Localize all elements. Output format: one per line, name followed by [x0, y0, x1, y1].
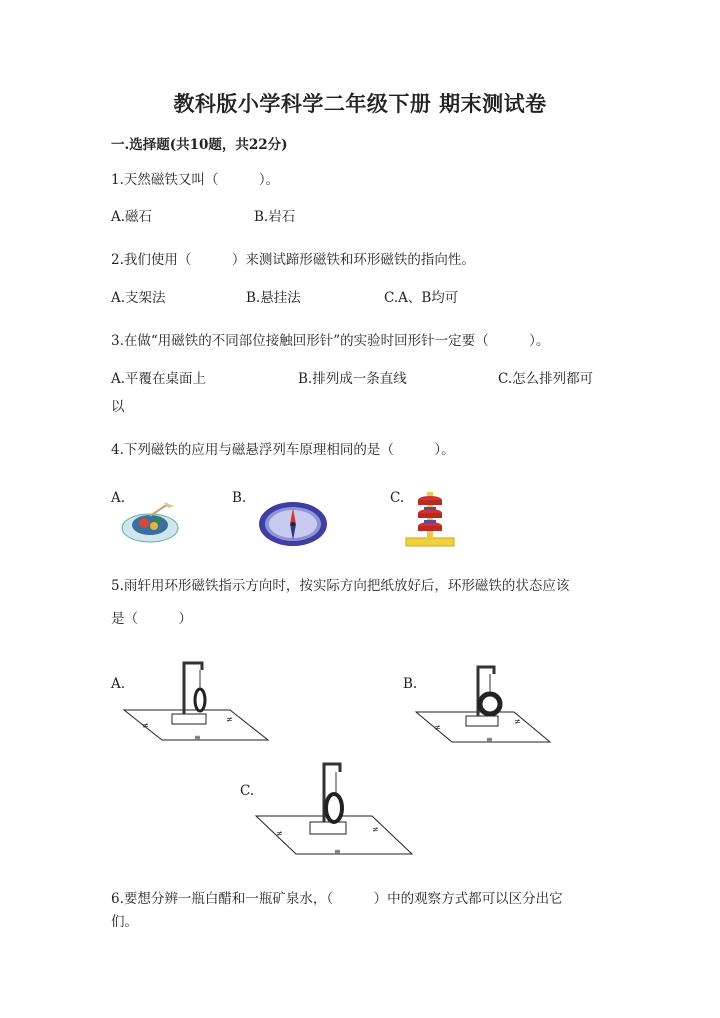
svg-text:≠: ≠ — [226, 715, 233, 724]
q2-option-c: C.A、B均可 — [384, 290, 459, 306]
svg-text:≠: ≠ — [142, 721, 149, 730]
question-6-line2: 们。 — [111, 914, 138, 930]
stand-diagram-b — [414, 664, 554, 746]
svg-text:≠: ≠ — [276, 829, 283, 838]
q1-option-a: A.磁石 — [111, 209, 153, 225]
svg-text:≡: ≡ — [334, 847, 341, 856]
question-6-line1: 6.要想分辨一瓶白醋和一瓶矿泉水，（ ）中的观察方式都可以区分出它 — [111, 891, 563, 907]
svg-text:≡: ≡ — [194, 733, 201, 742]
stand-diagram-a — [122, 660, 272, 742]
stand-diagram-c — [254, 760, 416, 858]
q2-option-a: A.支架法 — [111, 290, 166, 306]
q5-option-a: A. — [111, 676, 126, 692]
q4-option-b: B. — [232, 490, 247, 506]
q2-option-b: B.悬挂法 — [246, 290, 301, 306]
q5-option-b: B. — [403, 676, 418, 692]
svg-text:≠: ≠ — [372, 825, 379, 834]
q1-option-b: B.岩石 — [254, 209, 296, 225]
ring-magnet-stack-image — [402, 488, 458, 550]
question-2: 2.我们使用（ ）来测试蹄形磁铁和环形磁铁的指向性。 — [111, 252, 475, 268]
magnetic-toy-image — [120, 498, 184, 546]
q3-option-a: A.平覆在桌面上 — [111, 371, 207, 387]
q3-option-b: B.排列成一条直线 — [298, 371, 407, 387]
svg-text:≠: ≠ — [434, 723, 441, 732]
question-3: 3.在做“用磁铁的不同部位接触回形针”的实验时回形针一定要（ ）。 — [111, 333, 550, 349]
q4-option-a: A. — [111, 490, 126, 506]
q3-option-c: C.怎么排列都可 — [498, 371, 594, 387]
q4-option-c: C. — [390, 490, 405, 506]
svg-text:≠: ≠ — [514, 717, 521, 726]
question-4: 4.下列磁铁的应用与磁悬浮列车原理相同的是（ ）。 — [111, 442, 455, 458]
question-1: 1.天然磁铁又叫（ ）。 — [111, 172, 280, 188]
svg-text:≡: ≡ — [486, 735, 493, 744]
page-title: 教科版小学科学二年级下册 期末测试卷 — [173, 92, 547, 116]
question-5-line1: 5.雨轩用环形磁铁指示方向时，按实际方向把纸放好后，环形磁铁的状态应该 — [111, 578, 570, 594]
q5-option-c: C. — [240, 783, 255, 799]
q3-option-c-wrap: 以 — [111, 399, 125, 415]
question-5-line2: 是（ ） — [111, 611, 192, 627]
compass-image — [256, 498, 330, 550]
section-heading: 一.选择题(共10题，共22分) — [111, 137, 288, 153]
